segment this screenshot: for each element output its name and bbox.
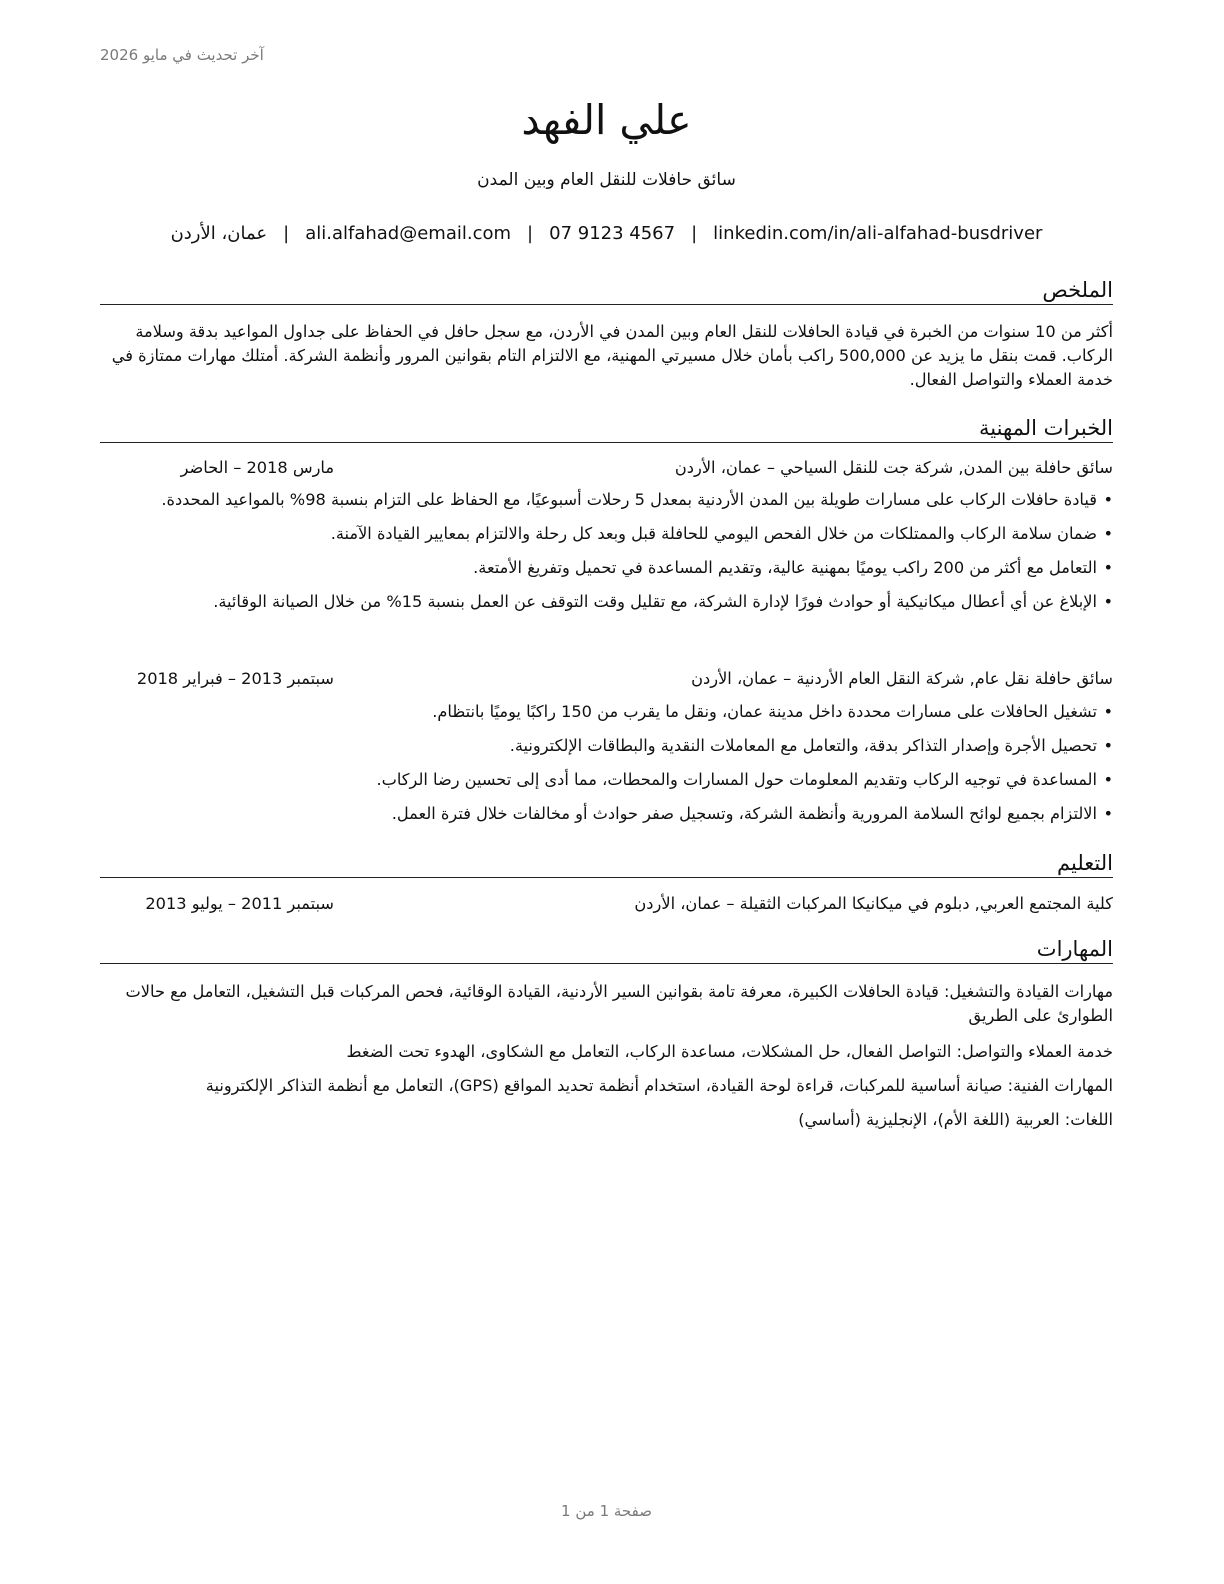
job-bullets [100,488,1113,614]
contact-phone: 07 9123 4567 [549,223,676,244]
job-bullet: • قيادة حافلات الركاب على مسارات طويلة بين المدن الأردنية بمعدل 5 رحلات أسبوعيًا، مع الحفاظ على التزام بنسبة 98% بالمواعيد المحددة. [100,488,1113,512]
job-title: سائق حافلة نقل عام, شركة النقل العام الأردنية – عمان، الأردن [691,669,1113,688]
resume-page [100,0,1113,1584]
job-dates: سبتمبر 2013 – فبراير 2018 [136,669,334,688]
contact-separator: | [691,223,698,244]
summary-heading: الملخص [100,277,1113,305]
job-title: سائق حافلة بين المدن, شركة جت للنقل السياحي – عمان، الأردن [674,458,1113,477]
skills-heading: المهارات [100,936,1113,964]
job-bullets [100,700,1113,826]
contact-line [100,223,1113,244]
skill-line: المهارات الفنية: صيانة أساسية للمركبات، قراءة لوحة القيادة، استخدام أنظمة تحديد المواقع (GPS)، التعامل مع أنظمة التذاكر الإلكترونية [205,1076,1113,1095]
job-bullet: • تشغيل الحافلات على مسارات محددة داخل مدينة عمان، ونقل ما يقرب من 150 راكبًا يوميًا بانتظام. [100,700,1113,724]
page-number: صفحة 1 من 1 [561,1502,652,1520]
education-dates: سبتمبر 2011 – يوليو 2013 [145,894,334,913]
education-title: كلية المجتمع العربي, دبلوم في ميكانيكا المركبات الثقيلة – عمان، الأردن [634,894,1113,913]
job-bullet: • الالتزام بجميع لوائح السلامة المرورية وأنظمة الشركة، وتسجيل صفر حوادث أو مخالفات خلال فترة العمل. [100,802,1113,826]
job-bullet: • تحصيل الأجرة وإصدار التذاكر بدقة، والتعامل مع المعاملات النقدية والبطاقات الإلكترونية. [100,734,1113,758]
skill-line: اللغات: العربية (اللغة الأم)، الإنجليزية (أساسي) [798,1110,1113,1129]
job-entry [100,669,1113,693]
last-updated-note: آخر تحديث في مايو 2026 [100,46,264,64]
contact-email[interactable]: ali.alfahad@email.com [305,223,512,244]
candidate-headline: سائق حافلات للنقل العام وبين المدن [477,170,736,190]
candidate-name: علي الفهد [521,96,692,144]
contact-linkedin[interactable]: linkedin.com/in/ali-alfahad-busdriver [713,223,1043,244]
summary-text: أكثر من 10 سنوات من الخبرة في قيادة الحافلات للنقل العام وبين المدن في الأردن، مع سجل حافل في الحفاظ على جداول المواعيد بدقة وسلامة الركاب. قمت بنقل ما يزيد عن 500,000 راكب بأمان خلال مسيرتي المهنية، مع الالتزام التام بقوانين المرور وأنظمة الشركة. أمتلك مهارات ممتازة في خدمة العملاء والتواصل الفعال. [111,322,1113,389]
job-bullet: • الإبلاغ عن أي أعطال ميكانيكية أو حوادث فورًا لإدارة الشركة، مع تقليل وقت التوقف عن العمل بنسبة 15% من خلال الصيانة الوقائية. [100,590,1113,614]
contact-separator: | [283,223,290,244]
skill-line: خدمة العملاء والتواصل: التواصل الفعال، حل المشكلات، مساعدة الركاب، التعامل مع الشكاوى، الهدوء تحت الضغط [346,1042,1113,1061]
contact-location: عمان، الأردن [170,223,268,244]
job-bullet: • ضمان سلامة الركاب والممتلكات من خلال الفحص اليومي للحافلة قبل وبعد كل رحلة والالتزام بمعايير القيادة الآمنة. [100,522,1113,546]
skill-line: مهارات القيادة والتشغيل: قيادة الحافلات الكبيرة، معرفة تامة بقوانين السير الأردنية، القيادة الوقائية، فحص المركبات قبل التشغيل، التعامل مع حالات الطوارئ على الطريق [125,982,1113,1025]
job-bullet: • التعامل مع أكثر من 200 راكب يوميًا بمهنية عالية، وتقديم المساعدة في تحميل وتفريغ الأمتعة. [100,556,1113,580]
experience-heading: الخبرات المهنية [100,415,1113,443]
job-entry [100,458,1113,482]
contact-separator: | [527,223,534,244]
job-dates: مارس 2018 – الحاضر [180,458,334,477]
education-entry [100,894,1113,918]
education-heading: التعليم [100,850,1113,878]
job-bullet: • المساعدة في توجيه الركاب وتقديم المعلومات حول المسارات والمحطات، مما أدى إلى تحسين رضا الركاب. [100,768,1113,792]
